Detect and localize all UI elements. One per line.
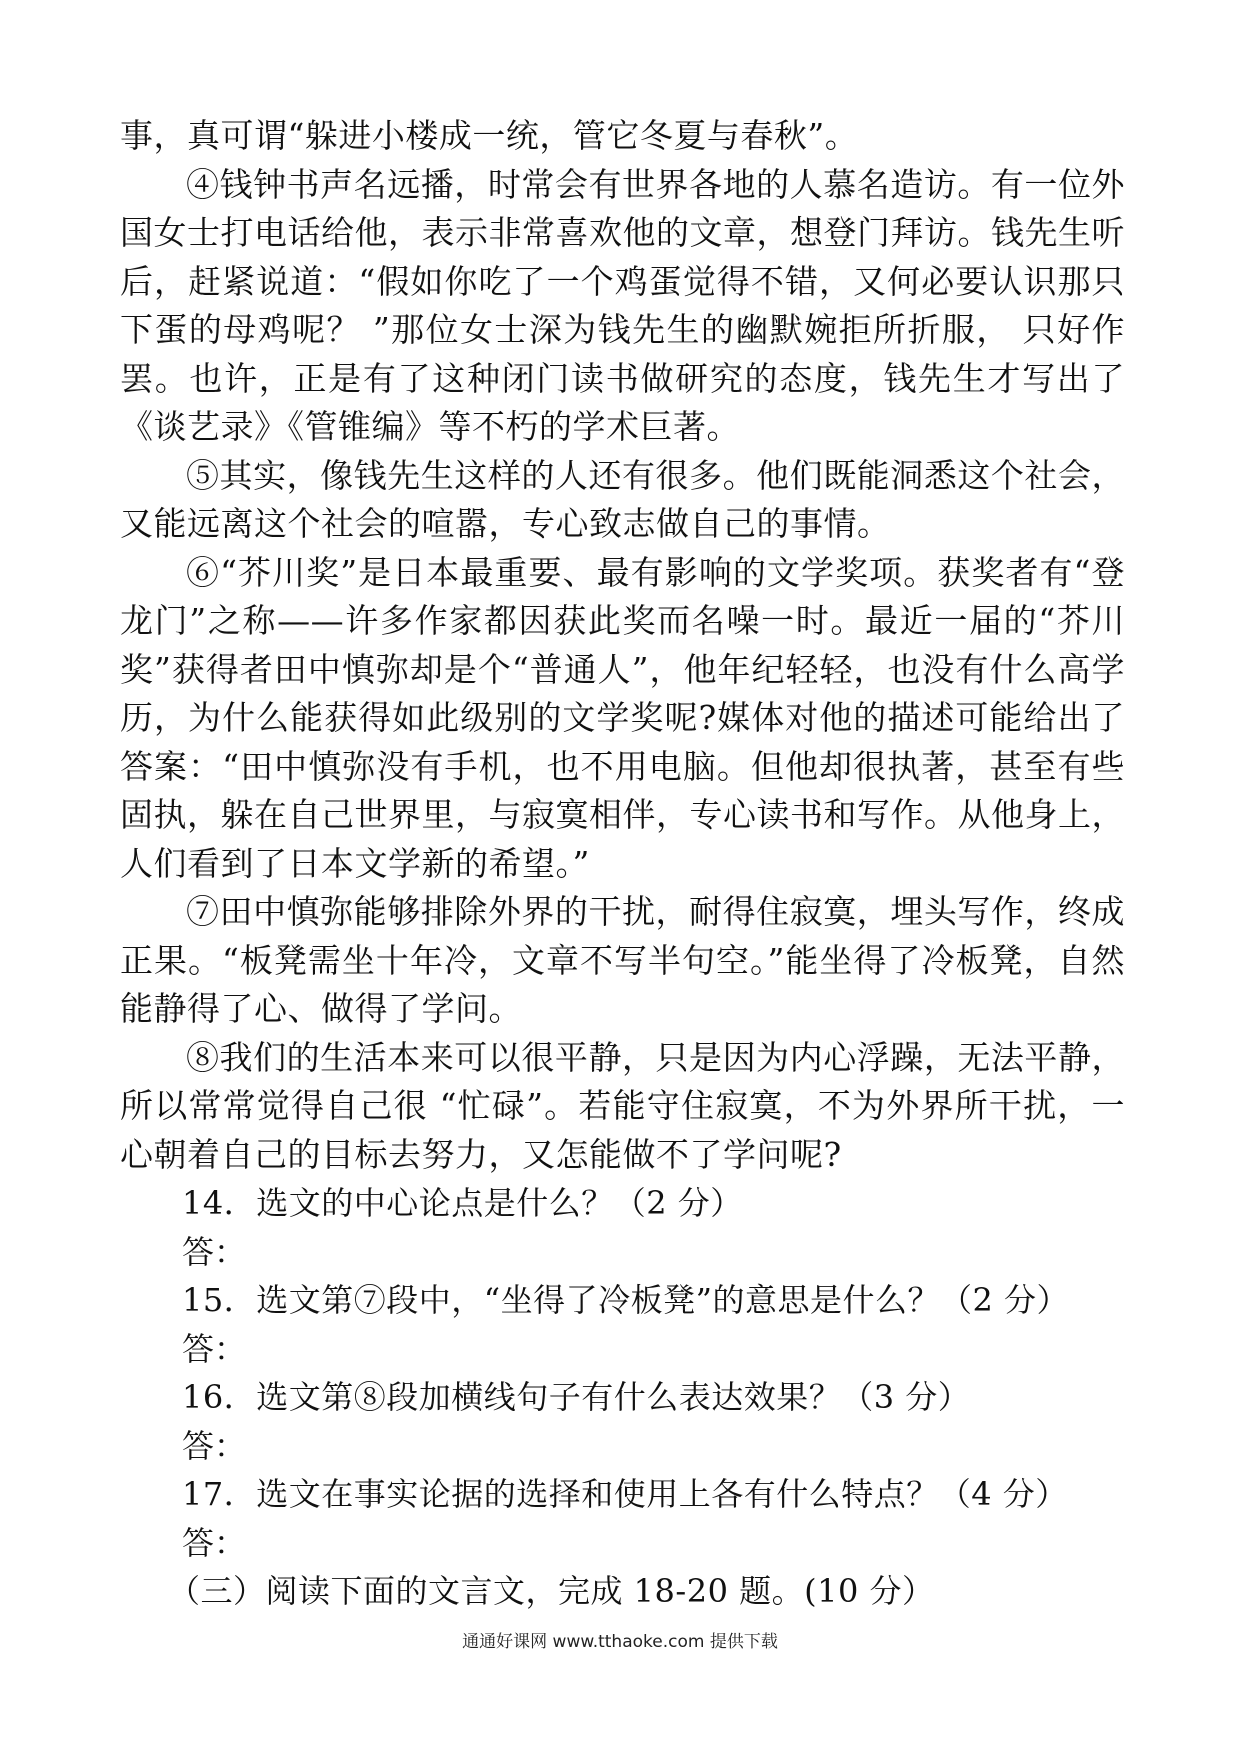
paragraph-continuation: 事，真可谓“躲进小楼成一统，管它冬夏与春秋”。 — [120, 116, 859, 155]
paragraph-4: ④钱钟书声名远播，时常会有世界各地的人慕名造访。有一位外国女士打电话给他，表示非常喜欢他的文章，想登门拜访。钱先生听后，赶紧说道：“假如你吃了一个鸡蛋觉得不错，又何必要认识那只下蛋的母鸡呢？ ”那位女士深为钱先生的幽默婉拒所折服， 只好作罢。也许，正是有了这种闭门读书做研究的态度，钱先生才写出了《谈艺录》《管锥编》等不朽的学术巨著。 — [120, 164, 1125, 446]
paragraph-6: ⑥“芥川奖”是日本最重要、最有影响的文学奖项。获奖者有“登龙门”之称——许多作家都因获此奖而名噪一时。最近一届的“芥川奖”获得者田中慎弥却是个“普通人”，他年纪轻轻，也没有什么高学历，为什么能获得如此级别的文学奖呢?媒体对他的描述可能给出了答案：“田中慎弥没有手机，也不用电脑。但他却很执著，甚至有些固执，躲在自己世界里，与寂寞相伴，专心读书和写作。从他身上，人们看到了日本文学新的希望。” — [120, 552, 1125, 883]
article-body — [120, 112, 1125, 1616]
section-heading: （三）阅读下面的文言文，完成 18-20 题。(10 分） — [168, 1572, 935, 1610]
answer-label-16: 答： — [182, 1426, 247, 1465]
question-16: 16．选文第⑧段加横线句子有什么表达效果？（3 分） — [182, 1378, 971, 1416]
question-14: 14．选文的中心论点是什么？（2 分） — [182, 1184, 743, 1222]
answer-label-14: 答： — [182, 1232, 247, 1271]
paragraph-8: ⑧我们的生活本来可以很平静，只是因为内心浮躁，无法平静，所以常常觉得自己很 “忙碌”。若能守住寂寞，不为外界所干扰，一心朝着自己的目标去努力，又怎能做不了学问呢? — [120, 1037, 1125, 1174]
question-15: 15．选文第⑦段中，“坐得了冷板凳”的意思是什么？（2 分） — [182, 1281, 1069, 1319]
paragraph-7: ⑦田中慎弥能够排除外界的干扰，耐得住寂寞，埋头写作，终成正果。“板凳需坐十年冷，文章不写半句空。”能坐得了冷板凳，自然能静得了心、做得了学问。 — [120, 892, 1125, 1028]
answer-label-17: 答： — [182, 1523, 247, 1562]
page-footer: 通通好课网 www.tthaoke.com 提供下载 — [462, 1632, 778, 1652]
answer-label-15: 答： — [182, 1329, 247, 1368]
paragraph-5: ⑤其实，像钱先生这样的人还有很多。他们既能洞悉这个社会，又能远离这个社会的喧嚣，专心致志做自己的事情。 — [120, 455, 1125, 543]
question-17: 17．选文在事实论据的选择和使用上各有什么特点？（4 分） — [182, 1475, 1068, 1513]
